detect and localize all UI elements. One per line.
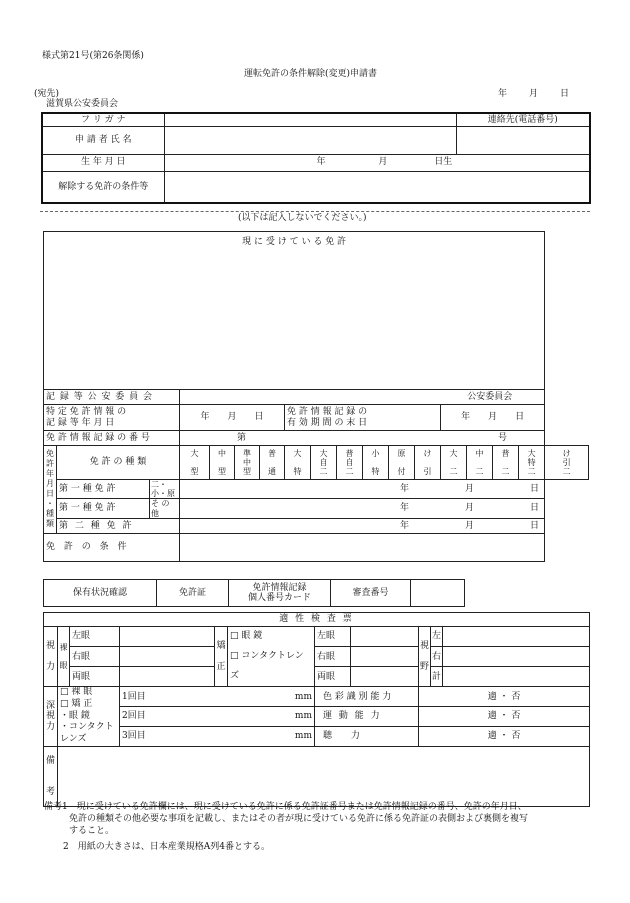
row1-label: 第 一 種 免 許 xyxy=(57,480,150,499)
corr-right-field[interactable] xyxy=(351,647,419,667)
type-daitoku: 大 特 xyxy=(285,446,311,480)
exam-number-label: 審査番号 xyxy=(331,580,411,607)
type-dai2: 大 二 xyxy=(441,446,467,480)
corr-left-field[interactable] xyxy=(351,627,419,647)
number-field[interactable]: 第 号 xyxy=(180,431,545,446)
field-total-value[interactable] xyxy=(443,667,590,687)
type-gentsuki: 原 付 xyxy=(389,446,415,480)
name-label: 申 請 者 氏 名 xyxy=(42,126,164,154)
date-month: 月 xyxy=(529,89,539,99)
test-color: 色 彩 識 別 能 力 xyxy=(315,687,419,707)
license-side-label: 免 許 年 月 日 ・ 種 類 xyxy=(44,446,57,534)
right-eye-field[interactable] xyxy=(120,647,215,667)
test-hearing: 聴 力 xyxy=(315,727,419,747)
field-right-label: 右 xyxy=(431,647,443,667)
test-motor: 運 動 能 力 xyxy=(315,707,419,727)
result-hearing[interactable]: 適 ・ 否 xyxy=(419,727,590,747)
both-eye-field[interactable] xyxy=(120,667,215,687)
field-label: 視 野 xyxy=(419,627,431,687)
divider-text: (以下は記入しないでください。) xyxy=(238,213,367,223)
divider-line xyxy=(40,211,590,212)
license-conditions-label: 免 許 の 条 件 xyxy=(44,533,180,561)
birth-year: 年 xyxy=(316,157,326,168)
row2-sub: そ の 他 xyxy=(150,499,180,518)
furigana-field[interactable] xyxy=(164,113,456,126)
type-kotoku: 小 特 xyxy=(363,446,389,480)
field-total-label: 計 xyxy=(431,667,443,687)
left-eye-field[interactable] xyxy=(120,627,215,647)
contact-field[interactable] xyxy=(456,126,590,154)
name-field[interactable] xyxy=(164,126,456,154)
field-left-label: 左 xyxy=(431,627,443,647)
aptitude-title: 適 性 検 査 票 xyxy=(44,613,590,627)
birth-day: 日生 xyxy=(434,157,453,168)
license-type-label: 免 許 の 種 類 xyxy=(57,446,180,480)
corr-left-label: 左眼 xyxy=(315,627,351,647)
type-junchu: 準 中 型 xyxy=(235,446,260,480)
field-left-value[interactable] xyxy=(443,627,590,647)
trial-1[interactable]: 1回目 mm xyxy=(120,687,315,707)
form-number: 様式第21号(第26条関係) xyxy=(42,51,144,61)
note-1-line-2: 免許の種類その他必要な事項を記載し、またはその者が現に受けている免許に係る免許証の表側および裏側を複写 xyxy=(69,814,529,824)
license-card-label: 免許証 xyxy=(157,580,229,607)
type-futsu: 普 通 xyxy=(260,446,285,480)
vision-label: 視 力 xyxy=(44,627,58,687)
license-conditions-field[interactable] xyxy=(180,533,545,561)
type-daiji: 大 自 二 xyxy=(311,446,337,480)
remarks-label: 備 考 xyxy=(44,746,58,806)
commission-label: 記 録 等 公 安 委 員 会 xyxy=(44,390,180,405)
type-chugata: 中 型 xyxy=(210,446,235,480)
trial-3[interactable]: 3回目 mm xyxy=(120,727,315,747)
type-daitoku2: 大 特 二 xyxy=(519,446,545,480)
conditions-field[interactable] xyxy=(164,171,590,203)
exam-number-field[interactable] xyxy=(411,580,465,607)
type-kehiki: け 引 xyxy=(415,446,441,480)
personal-card-label: 免許情報記録 個人番号カード xyxy=(229,580,331,607)
corr-both-field[interactable] xyxy=(351,667,419,687)
both-eye-label: 両眼 xyxy=(70,667,120,687)
trial-2[interactable]: 2回目 mm xyxy=(120,707,315,727)
validity-label: 免 許 情 報 記 録 の 有 効 期 間 の 末 日 xyxy=(285,405,441,431)
type-futsuji: 普 自 二 xyxy=(337,446,363,480)
field-right-value[interactable] xyxy=(443,647,590,667)
status-table xyxy=(43,579,590,607)
addressee: 滋賀県公安委員会 xyxy=(46,99,119,109)
current-license-label: 現 に 受 け て い る 免 許 xyxy=(242,237,347,247)
current-license-area[interactable] xyxy=(44,232,545,390)
contact-label: 連絡先(電話番号) xyxy=(456,113,590,126)
birth-label: 生 年 月 日 xyxy=(42,154,164,171)
glasses-checkbox[interactable]: □ 眼 鏡 xyxy=(230,631,263,641)
validity-date-field[interactable]: 年 月 日 xyxy=(441,405,545,431)
specific-date-field[interactable]: 年 月 日 xyxy=(180,405,285,431)
row3-date[interactable]: 年 月 日 xyxy=(180,518,545,533)
row2-label: 第 一 種 免 許 xyxy=(57,499,150,518)
corr-right-label: 右眼 xyxy=(315,647,351,667)
specific-label: 特 定 免 許 情 報 の 記 録 等 年 月 日 xyxy=(44,405,180,431)
addressee-label: (宛先) xyxy=(34,89,60,99)
date-day: 日 xyxy=(560,89,570,99)
furigana-label: フ リ ガ ナ xyxy=(42,113,164,126)
form-title: 運転免許の条件解除(変更)申請書 xyxy=(244,69,378,79)
left-eye-label: 左眼 xyxy=(70,627,120,647)
corr-both-label: 両眼 xyxy=(315,667,351,687)
correction-type[interactable] xyxy=(228,627,315,687)
naked-label: 裸 眼 xyxy=(58,627,70,687)
hold-status: 保有状況確認 xyxy=(44,580,157,607)
license-table xyxy=(43,231,589,562)
note-1-line-1: 備考1 現に受けている免許欄には、現に受けている免許に係る免許証番号または免許情報記録の番号、免許の年月日、 xyxy=(44,802,527,812)
status-blank xyxy=(465,580,590,607)
aptitude-table xyxy=(43,612,590,807)
note-1-line-3: すること。 xyxy=(69,826,115,836)
commission-suffix: 公安委員会 xyxy=(467,391,513,402)
row1-sub: 二・小・原 xyxy=(150,480,180,499)
row1-date[interactable]: 年 月 日 xyxy=(180,480,545,499)
corrected-label: 矯 正 xyxy=(215,627,228,687)
depth-label: 深 視 力 xyxy=(44,687,58,746)
type-kehiki2: け 引 二 xyxy=(545,446,589,480)
note-2: 2 用紙の大きさは、日本産業規格A列4番とする。 xyxy=(63,842,270,852)
result-color[interactable]: 適 ・ 否 xyxy=(419,687,590,707)
type-chu2: 中 二 xyxy=(467,446,493,480)
right-eye-label: 右眼 xyxy=(70,647,120,667)
birth-month: 月 xyxy=(378,157,388,168)
type-ogata: 大 型 xyxy=(180,446,210,480)
type-futsu2: 普 二 xyxy=(493,446,519,480)
depth-options[interactable]: □ 裸 眼 □ 矯 正 ・眼 鏡 ・コンタクトレンズ xyxy=(58,687,120,746)
row2-date[interactable]: 年 月 日 xyxy=(180,499,545,518)
applicant-table xyxy=(41,112,591,204)
row3-label: 第 二 種 免 許 xyxy=(57,518,180,533)
remarks-field[interactable] xyxy=(58,746,590,806)
number-label: 免 許 情 報 記 録 の 番 号 xyxy=(44,431,180,446)
commission-field[interactable] xyxy=(180,390,545,405)
conditions-label: 解除する免許の条件等 xyxy=(42,171,164,203)
result-motor[interactable]: 適 ・ 否 xyxy=(419,707,590,727)
birth-field[interactable] xyxy=(164,154,590,171)
contacts-checkbox[interactable]: □ コンタクトレンズ xyxy=(230,650,304,681)
date-year: 年 xyxy=(498,89,508,99)
